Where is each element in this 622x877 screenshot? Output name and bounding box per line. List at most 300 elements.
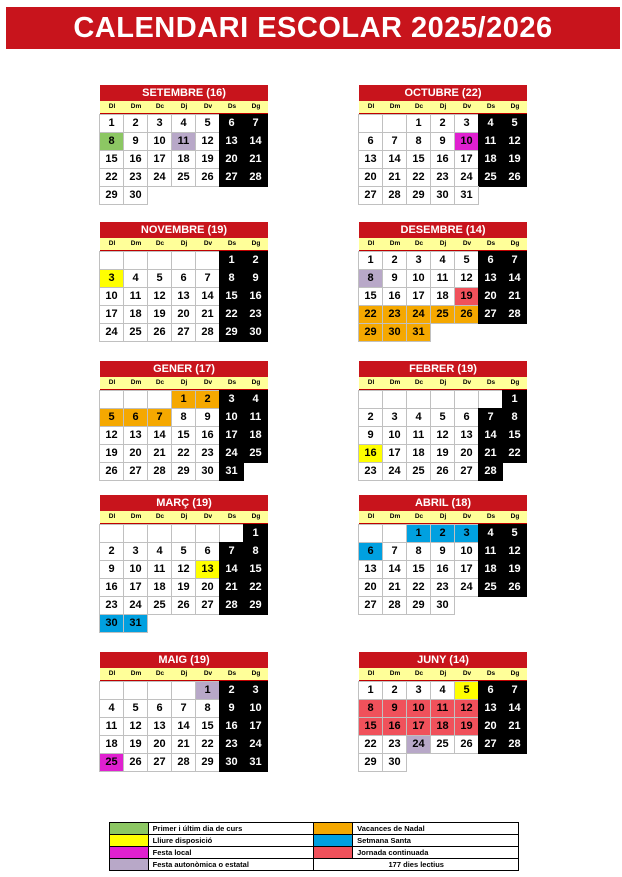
day-cell: 17 [147, 150, 172, 169]
weekday-label: Dv [203, 240, 213, 247]
weekday-label: Dc [414, 513, 424, 520]
day-cell: 6 [454, 408, 479, 427]
day-cell: 25 [478, 578, 503, 597]
day-cell: 14 [502, 699, 527, 718]
day-cell: 3 [406, 251, 431, 270]
day-cell: 10 [99, 287, 124, 306]
day-cell: 25 [406, 462, 431, 481]
day-cell: 10 [454, 542, 479, 561]
day-cell: 30 [123, 186, 148, 205]
month-setembre [100, 85, 268, 204]
day-cell: 10 [406, 699, 431, 718]
legend-swatch [110, 859, 149, 871]
weekday-label: Dj [180, 513, 188, 520]
day-cell: 15 [358, 287, 383, 306]
day-cell: 19 [454, 287, 479, 306]
day-cell: 22 [171, 444, 196, 463]
day-cell: 10 [123, 560, 148, 579]
day-cell: 19 [502, 150, 527, 169]
day-cell: 22 [219, 305, 244, 324]
day-cell: 29 [358, 753, 383, 772]
empty-cell [171, 681, 196, 700]
day-cell: 13 [123, 426, 148, 445]
day-cell: 31 [219, 462, 244, 481]
day-cell: 26 [454, 305, 479, 324]
day-cell: 17 [243, 717, 268, 736]
day-cell: 29 [406, 186, 431, 205]
day-cell: 4 [430, 251, 455, 270]
weekday-row [359, 238, 527, 251]
day-cell: 24 [219, 444, 244, 463]
weekday-label: Dl [108, 103, 116, 110]
day-cell: 12 [123, 717, 148, 736]
empty-cell [123, 251, 148, 270]
day-cell: 14 [195, 287, 220, 306]
day-grid [359, 681, 527, 771]
day-cell: 8 [99, 132, 124, 151]
day-cell: 8 [358, 699, 383, 718]
day-cell: 19 [99, 444, 124, 463]
month-octubre [359, 85, 527, 204]
empty-cell [358, 114, 383, 133]
day-cell: 26 [147, 323, 172, 342]
weekday-label: Dg [510, 379, 520, 386]
day-cell: 11 [430, 699, 455, 718]
day-cell: 26 [502, 578, 527, 597]
legend-label: Jornada continuada [353, 847, 519, 859]
day-cell: 3 [454, 524, 479, 543]
day-cell: 14 [382, 560, 407, 579]
legend-swatch [314, 847, 353, 859]
day-cell: 7 [382, 542, 407, 561]
day-cell: 7 [243, 114, 268, 133]
day-cell: 7 [382, 132, 407, 151]
day-cell: 28 [147, 462, 172, 481]
day-cell: 28 [171, 753, 196, 772]
day-cell: 10 [243, 699, 268, 718]
day-cell: 13 [171, 287, 196, 306]
day-cell: 3 [406, 681, 431, 700]
weekday-row [100, 511, 268, 524]
weekday-label: Dm [389, 670, 401, 677]
day-cell: 27 [478, 305, 503, 324]
weekday-label: Dv [462, 513, 472, 520]
day-cell: 11 [99, 717, 124, 736]
weekday-label: Ds [227, 379, 237, 386]
day-cell: 31 [243, 753, 268, 772]
day-cell: 8 [195, 699, 220, 718]
weekday-label: Dl [367, 103, 375, 110]
day-cell: 18 [243, 426, 268, 445]
empty-cell [358, 524, 383, 543]
day-cell: 12 [147, 287, 172, 306]
day-cell: 20 [454, 444, 479, 463]
month-juny [359, 652, 527, 771]
empty-cell [123, 681, 148, 700]
day-cell: 17 [123, 578, 148, 597]
day-cell: 2 [430, 114, 455, 133]
day-cell: 3 [99, 269, 124, 288]
day-cell: 16 [195, 426, 220, 445]
day-cell: 2 [430, 524, 455, 543]
day-cell: 22 [195, 735, 220, 754]
day-cell: 26 [123, 753, 148, 772]
weekday-row [359, 668, 527, 681]
day-cell: 11 [243, 408, 268, 427]
month-header: SETEMBRE (16) [100, 85, 268, 101]
weekday-label: Dm [130, 670, 142, 677]
day-cell: 12 [171, 560, 196, 579]
weekday-label: Dc [155, 240, 165, 247]
day-cell: 27 [171, 323, 196, 342]
day-cell: 27 [123, 462, 148, 481]
day-cell: 14 [478, 426, 503, 445]
day-cell: 25 [147, 596, 172, 615]
month-header: ABRIL (18) [359, 495, 527, 511]
day-cell: 2 [195, 390, 220, 409]
weekday-label: Dl [108, 513, 116, 520]
day-cell: 23 [219, 735, 244, 754]
day-cell: 7 [195, 269, 220, 288]
weekday-row [359, 101, 527, 114]
day-grid [100, 681, 268, 771]
day-cell: 2 [358, 408, 383, 427]
legend-row [110, 835, 519, 847]
day-cell: 24 [243, 735, 268, 754]
day-cell: 22 [406, 578, 431, 597]
day-cell: 29 [171, 462, 196, 481]
month-desembre [359, 222, 527, 341]
empty-cell [195, 251, 220, 270]
day-cell: 5 [454, 681, 479, 700]
day-cell: 7 [171, 699, 196, 718]
legend-row [110, 823, 519, 835]
day-cell: 5 [502, 524, 527, 543]
day-cell: 17 [99, 305, 124, 324]
day-cell: 6 [195, 542, 220, 561]
day-cell: 14 [382, 150, 407, 169]
weekday-label: Ds [227, 670, 237, 677]
day-cell: 15 [502, 426, 527, 445]
legend-label: Festa local [148, 847, 314, 859]
day-cell: 17 [219, 426, 244, 445]
day-cell: 1 [219, 251, 244, 270]
weekday-label: Dl [367, 240, 375, 247]
empty-cell [358, 390, 383, 409]
day-cell: 30 [430, 186, 455, 205]
page-title: CALENDARI ESCOLAR 2025/2026 [6, 7, 620, 49]
empty-cell [406, 390, 431, 409]
day-cell: 12 [99, 426, 124, 445]
day-cell: 24 [454, 168, 479, 187]
month-header: JUNY (14) [359, 652, 527, 668]
day-cell: 7 [219, 542, 244, 561]
day-cell: 15 [219, 287, 244, 306]
day-cell: 18 [99, 735, 124, 754]
day-cell: 27 [358, 186, 383, 205]
month-febrer [359, 361, 527, 480]
weekday-label: Dv [462, 103, 472, 110]
weekday-label: Dc [155, 670, 165, 677]
day-cell: 15 [406, 560, 431, 579]
weekday-label: Dl [108, 240, 116, 247]
day-cell: 16 [430, 150, 455, 169]
day-cell: 21 [382, 168, 407, 187]
day-cell: 2 [123, 114, 148, 133]
weekday-label: Dc [414, 670, 424, 677]
day-cell: 2 [382, 251, 407, 270]
day-cell: 15 [358, 717, 383, 736]
legend-row [110, 859, 519, 871]
day-cell: 27 [454, 462, 479, 481]
weekday-label: Dj [439, 103, 447, 110]
day-cell: 2 [219, 681, 244, 700]
day-cell: 5 [123, 699, 148, 718]
weekday-label: Dg [510, 670, 520, 677]
day-cell: 28 [502, 735, 527, 754]
day-cell: 27 [478, 735, 503, 754]
day-cell: 5 [454, 251, 479, 270]
day-cell: 31 [454, 186, 479, 205]
weekday-label: Dc [414, 103, 424, 110]
day-cell: 22 [358, 735, 383, 754]
day-cell: 8 [406, 542, 431, 561]
day-cell: 1 [195, 681, 220, 700]
day-cell: 28 [478, 462, 503, 481]
day-cell: 4 [430, 681, 455, 700]
day-cell: 21 [147, 444, 172, 463]
weekday-label: Dm [130, 103, 142, 110]
day-cell: 25 [123, 323, 148, 342]
day-cell: 7 [147, 408, 172, 427]
weekday-label: Dv [203, 379, 213, 386]
weekday-label: Dv [462, 240, 472, 247]
day-cell: 23 [382, 305, 407, 324]
legend-label: Vacances de Nadal [353, 823, 519, 835]
day-cell: 24 [99, 323, 124, 342]
day-grid [100, 114, 268, 204]
day-cell: 3 [454, 114, 479, 133]
day-cell: 17 [454, 150, 479, 169]
month-header: OCTUBRE (22) [359, 85, 527, 101]
day-cell: 15 [99, 150, 124, 169]
day-cell: 9 [219, 699, 244, 718]
day-cell: 26 [195, 168, 220, 187]
day-cell: 5 [502, 114, 527, 133]
day-cell: 5 [171, 542, 196, 561]
weekday-label: Dm [130, 379, 142, 386]
weekday-label: Dm [130, 513, 142, 520]
empty-cell [195, 524, 220, 543]
day-cell: 1 [358, 681, 383, 700]
empty-cell [430, 390, 455, 409]
weekday-label: Dg [251, 379, 261, 386]
weekday-label: Dj [180, 103, 188, 110]
empty-cell [478, 390, 503, 409]
day-cell: 14 [219, 560, 244, 579]
weekday-label: Dv [203, 103, 213, 110]
legend-swatch [110, 847, 149, 859]
empty-cell [219, 524, 244, 543]
month-header: MAIG (19) [100, 652, 268, 668]
day-cell: 26 [171, 596, 196, 615]
day-cell: 7 [502, 251, 527, 270]
day-cell: 27 [358, 596, 383, 615]
weekday-label: Ds [486, 240, 496, 247]
day-cell: 23 [243, 305, 268, 324]
legend-row [110, 847, 519, 859]
empty-cell [147, 681, 172, 700]
day-cell: 8 [243, 542, 268, 561]
weekday-label: Ds [486, 513, 496, 520]
weekday-row [359, 377, 527, 390]
day-cell: 4 [99, 699, 124, 718]
day-cell: 17 [406, 287, 431, 306]
day-cell: 18 [171, 150, 196, 169]
day-cell: 1 [406, 114, 431, 133]
day-cell: 9 [243, 269, 268, 288]
day-cell: 18 [430, 287, 455, 306]
day-cell: 4 [406, 408, 431, 427]
weekday-row [359, 511, 527, 524]
empty-cell [123, 390, 148, 409]
day-cell: 14 [171, 717, 196, 736]
day-cell: 19 [430, 444, 455, 463]
day-cell: 20 [478, 287, 503, 306]
day-cell: 20 [478, 717, 503, 736]
month-abril [359, 495, 527, 614]
day-cell: 13 [358, 150, 383, 169]
empty-cell [99, 524, 124, 543]
day-cell: 24 [454, 578, 479, 597]
weekday-label: Dv [203, 513, 213, 520]
weekday-row [100, 238, 268, 251]
day-cell: 10 [406, 269, 431, 288]
day-cell: 21 [195, 305, 220, 324]
day-cell: 21 [219, 578, 244, 597]
day-cell: 9 [430, 132, 455, 151]
weekday-label: Dl [108, 670, 116, 677]
day-cell: 26 [454, 735, 479, 754]
weekday-label: Dm [389, 103, 401, 110]
day-cell: 20 [171, 305, 196, 324]
day-cell: 25 [99, 753, 124, 772]
day-cell: 16 [243, 287, 268, 306]
empty-cell [171, 251, 196, 270]
day-cell: 10 [454, 132, 479, 151]
day-cell: 18 [147, 578, 172, 597]
empty-cell [147, 251, 172, 270]
weekday-label: Dm [130, 240, 142, 247]
day-cell: 18 [406, 444, 431, 463]
day-cell: 28 [243, 168, 268, 187]
day-cell: 13 [147, 717, 172, 736]
day-cell: 6 [219, 114, 244, 133]
day-cell: 9 [195, 408, 220, 427]
day-cell: 14 [147, 426, 172, 445]
weekday-label: Dg [251, 513, 261, 520]
day-cell: 25 [243, 444, 268, 463]
day-cell: 11 [406, 426, 431, 445]
day-cell: 22 [406, 168, 431, 187]
empty-cell [99, 251, 124, 270]
weekday-label: Dm [389, 379, 401, 386]
weekday-label: Dc [155, 379, 165, 386]
day-cell: 21 [502, 287, 527, 306]
day-cell: 18 [478, 560, 503, 579]
day-cell: 8 [171, 408, 196, 427]
weekday-label: Dg [251, 670, 261, 677]
empty-cell [382, 390, 407, 409]
month-novembre [100, 222, 268, 341]
empty-cell [382, 524, 407, 543]
day-cell: 28 [219, 596, 244, 615]
day-cell: 4 [171, 114, 196, 133]
day-grid [359, 390, 527, 480]
day-cell: 18 [123, 305, 148, 324]
day-cell: 9 [382, 699, 407, 718]
day-cell: 1 [99, 114, 124, 133]
day-cell: 20 [358, 168, 383, 187]
empty-cell [147, 524, 172, 543]
day-cell: 13 [454, 426, 479, 445]
day-cell: 21 [243, 150, 268, 169]
legend-swatch [110, 823, 149, 835]
day-cell: 10 [147, 132, 172, 151]
day-cell: 29 [358, 323, 383, 342]
weekday-row [100, 668, 268, 681]
day-cell: 15 [406, 150, 431, 169]
weekday-label: Ds [486, 103, 496, 110]
day-cell: 22 [99, 168, 124, 187]
day-cell: 16 [430, 560, 455, 579]
day-cell: 19 [147, 305, 172, 324]
day-cell: 9 [99, 560, 124, 579]
day-cell: 23 [123, 168, 148, 187]
legend [109, 822, 519, 871]
day-cell: 19 [171, 578, 196, 597]
day-cell: 29 [195, 753, 220, 772]
day-cell: 30 [430, 596, 455, 615]
day-cell: 20 [219, 150, 244, 169]
day-cell: 19 [123, 735, 148, 754]
weekday-label: Dg [251, 103, 261, 110]
day-cell: 11 [478, 542, 503, 561]
day-cell: 8 [358, 269, 383, 288]
weekday-label: Dj [180, 240, 188, 247]
day-cell: 11 [171, 132, 196, 151]
day-cell: 20 [123, 444, 148, 463]
weekday-label: Dj [180, 379, 188, 386]
day-cell: 30 [382, 323, 407, 342]
day-grid [359, 251, 527, 341]
day-grid [359, 524, 527, 614]
weekday-label: Dj [180, 670, 188, 677]
day-cell: 2 [243, 251, 268, 270]
legend-label: Primer i últim dia de curs [148, 823, 314, 835]
weekday-label: Dj [439, 379, 447, 386]
day-cell: 3 [147, 114, 172, 133]
day-cell: 6 [358, 542, 383, 561]
day-cell: 1 [243, 524, 268, 543]
day-cell: 29 [243, 596, 268, 615]
day-cell: 20 [358, 578, 383, 597]
day-cell: 25 [171, 168, 196, 187]
day-cell: 9 [123, 132, 148, 151]
weekday-label: Ds [486, 670, 496, 677]
weekday-label: Dg [510, 103, 520, 110]
day-cell: 28 [195, 323, 220, 342]
